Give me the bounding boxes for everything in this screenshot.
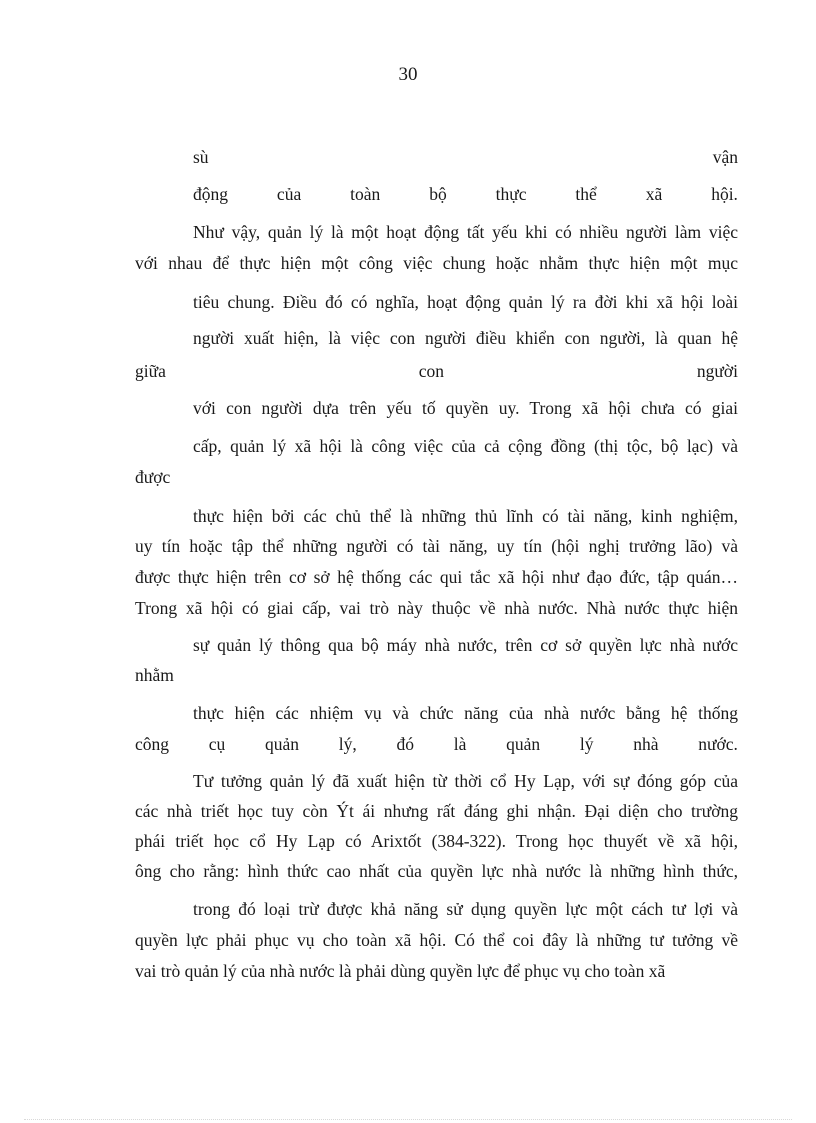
text-line: với con người dựa trên yếu tố quyền uy. Trong xã hội chưa có giai xyxy=(193,398,738,418)
text-line xyxy=(193,183,738,205)
text-word: xã xyxy=(645,184,663,204)
text-word: giữa xyxy=(135,361,166,381)
text-word: quản xyxy=(506,734,541,754)
text-line: uy tín hoặc tập thể những người có tài năng, uy tín (hội nghị trưởng lão) và xyxy=(135,536,738,556)
text-line: với nhau để thực hiện một công việc chung hoặc nhằm thực hiện một mục xyxy=(135,253,738,273)
text-line: ông cho rằng: hình thức cao nhất của quyền lực nhà nước là những hình thức, xyxy=(135,861,738,881)
text-word: động xyxy=(193,184,228,204)
text-word: của xyxy=(276,184,302,204)
text-line: Trong xã hội có giai cấp, vai trò này thuộc về nhà nước. Nhà nước thực hiện xyxy=(135,598,738,618)
text-line xyxy=(193,146,738,168)
text-line: được xyxy=(135,467,171,487)
page-number: 30 xyxy=(398,64,418,85)
text-word: đó xyxy=(396,734,415,754)
text-word: sù xyxy=(193,147,209,167)
text-line: trong đó loại trừ được khả năng sử dụng quyền lực một cách tư lợi và xyxy=(193,899,738,919)
text-line: quyền lực phải phục vụ cho toàn xã hội. Có thể coi đây là những tư tưởng về xyxy=(135,930,738,950)
text-line: thực hiện bởi các chủ thể là những thủ lĩnh có tài năng, kinh nghiệm, xyxy=(193,506,738,526)
text-word: lý, xyxy=(338,734,357,754)
text-word: hội. xyxy=(711,184,738,204)
text-word: thực xyxy=(495,184,527,204)
text-word: con xyxy=(418,361,445,381)
text-line: thực hiện các nhiệm vụ và chức năng của nhà nước bằng hệ thống xyxy=(193,703,738,723)
text-line: tiêu chung. Điều đó có nghĩa, hoạt động quản lý ra đời khi xã hội loài xyxy=(193,292,738,312)
text-word: thể xyxy=(575,184,597,204)
text-line: được thực hiện trên cơ sở hệ thống các qui tắc xã hội như đạo đức, tập quán… xyxy=(135,567,738,587)
text-word: cụ xyxy=(208,734,226,754)
text-word: lý xyxy=(579,734,594,754)
text-line: sự quản lý thông qua bộ máy nhà nước, trên cơ sở quyền lực nhà nước xyxy=(193,635,738,655)
text-line: vai trò quản lý của nhà nước là phải dùng quyền lực để phục vụ cho toàn xã xyxy=(135,961,666,981)
page-bottom-divider xyxy=(24,1119,792,1120)
text-word: bộ xyxy=(429,184,447,204)
text-word: toàn xyxy=(350,184,381,204)
text-line: Tư tưởng quản lý đã xuất hiện từ thời cổ Hy Lạp, với sự đóng góp của xyxy=(193,771,738,791)
text-line: cấp, quản lý xã hội là công việc của cả cộng đồng (thị tộc, bộ lạc) và xyxy=(193,436,738,456)
text-line: nhằm xyxy=(135,665,174,685)
text-word: vận xyxy=(712,147,738,167)
text-line: các nhà triết học tuy còn Ýt ái nhưng rất đáng ghi nhận. Đại diện cho trường xyxy=(135,801,738,821)
text-word: nhà xyxy=(633,734,659,754)
text-line xyxy=(135,733,738,755)
text-line: Như vậy, quản lý là một hoạt động tất yếu khi có nhiều người làm việc xyxy=(193,222,738,242)
text-line xyxy=(135,360,738,382)
text-word: là xyxy=(453,734,467,754)
text-line: người xuất hiện, là việc con người điều khiển con người, là quan hệ xyxy=(193,328,738,348)
text-word: nước. xyxy=(698,734,738,754)
text-word: người xyxy=(696,361,738,381)
text-word: công xyxy=(135,734,170,754)
text-line: phái triết học cổ Hy Lạp có Arixtốt (384-322). Trong học thuyết về xã hội, xyxy=(135,831,738,851)
text-word: quản xyxy=(265,734,300,754)
